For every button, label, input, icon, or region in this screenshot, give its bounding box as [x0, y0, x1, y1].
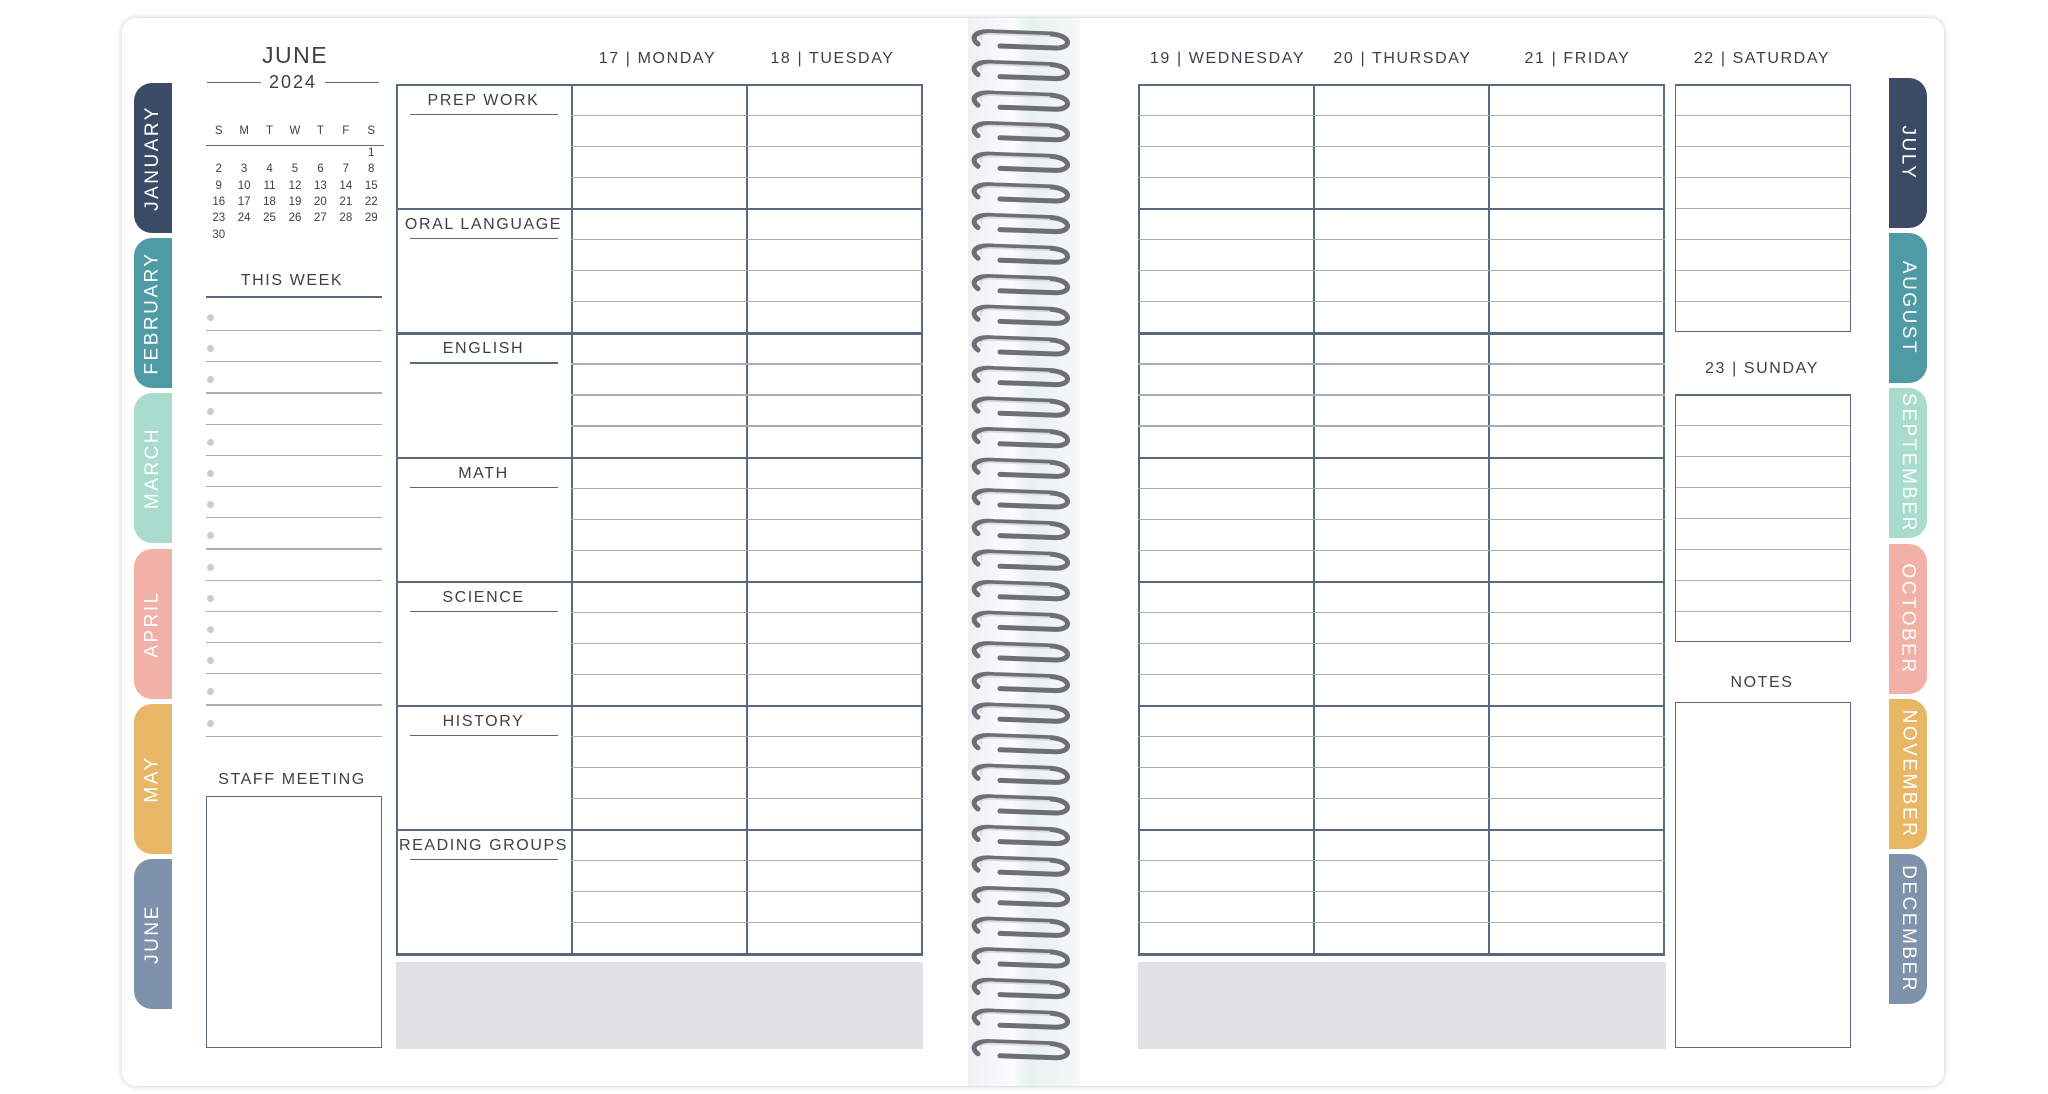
calendar-day	[359, 229, 384, 241]
calendar-day	[257, 147, 282, 159]
calendar-day: 17	[237, 195, 251, 208]
entry-line[interactable]	[571, 519, 923, 520]
weekday: M	[239, 125, 249, 137]
calendar-year: 2024	[268, 72, 318, 92]
spiral-coil-highlight	[981, 340, 1050, 346]
spiral-coil-highlight	[981, 64, 1050, 70]
notes-label: NOTES	[1730, 674, 1794, 691]
month-tab-march[interactable]	[134, 393, 172, 543]
calendar-day: 10	[237, 179, 251, 192]
spiral-coil-highlight	[981, 34, 1050, 40]
block-divider	[1138, 581, 1665, 583]
calendar-week-row	[206, 180, 384, 192]
this-week-line[interactable]	[206, 704, 382, 705]
subject-underline	[410, 362, 558, 363]
calendar-day	[333, 229, 358, 241]
calendar-day: 20	[314, 195, 327, 208]
spiral-coil-highlight	[981, 829, 1050, 835]
month-tab-label: FEBRUARY	[142, 251, 163, 375]
saturday-line[interactable]	[1676, 146, 1850, 147]
block-divider	[396, 953, 923, 955]
spiral-coil-highlight	[981, 615, 1050, 621]
this-week-line[interactable]	[206, 455, 382, 456]
entry-line[interactable]	[571, 736, 923, 737]
month-tab-may[interactable]	[134, 704, 172, 854]
day-header-friday: 21 | FRIDAY	[1524, 50, 1631, 67]
subject-label: ENGLISH	[442, 340, 525, 358]
entry-line[interactable]	[1138, 798, 1665, 799]
calendar-day: 22	[364, 195, 378, 208]
subject-label: MATH	[458, 464, 509, 482]
this-week-line[interactable]	[206, 486, 382, 487]
day-header-tuesday: 18 | TUESDAY	[770, 50, 895, 67]
this-week-line[interactable]	[206, 548, 382, 549]
this-week-line[interactable]	[206, 330, 382, 331]
block-divider	[396, 705, 923, 707]
entry-line[interactable]	[1138, 363, 1665, 364]
entry-line[interactable]	[1138, 674, 1665, 675]
spiral-coil-highlight	[981, 952, 1050, 958]
subject-underline	[410, 859, 558, 860]
this-week-line[interactable]	[206, 580, 382, 581]
spiral-coil-highlight	[981, 585, 1050, 591]
calendar-day	[308, 229, 333, 241]
block-divider	[1138, 208, 1665, 210]
month-tab-label: AUGUST	[1898, 260, 1919, 356]
entry-line[interactable]	[1138, 239, 1665, 240]
calendar-day: 26	[288, 212, 302, 225]
sunday-line[interactable]	[1676, 611, 1850, 612]
entry-line[interactable]	[571, 922, 923, 923]
month-tab-label: DECEMBER	[1898, 865, 1919, 993]
saturday-line[interactable]	[1676, 177, 1850, 178]
calendar-day	[308, 147, 333, 159]
block-divider	[396, 208, 923, 210]
entry-line[interactable]	[1138, 736, 1665, 737]
entry-line[interactable]	[1138, 301, 1665, 302]
grid-border	[396, 84, 398, 953]
calendar-day: 4	[266, 163, 273, 176]
divider	[206, 145, 384, 146]
entry-line[interactable]	[571, 860, 923, 861]
entry-line[interactable]	[571, 177, 923, 178]
entry-line[interactable]	[571, 363, 923, 364]
saturday-line[interactable]	[1676, 301, 1850, 302]
entry-line[interactable]	[1138, 891, 1665, 892]
spiral-coil-highlight	[981, 126, 1050, 132]
calendar-day: 12	[288, 179, 302, 192]
spiral-coil-highlight	[981, 187, 1050, 193]
right-footer-strip	[1138, 962, 1666, 1049]
calendar-day	[282, 229, 307, 241]
bullet-dot	[207, 720, 214, 727]
calendar-week-row	[206, 147, 384, 159]
sunday-line[interactable]	[1676, 580, 1850, 581]
bullet-dot	[207, 626, 214, 633]
subject-label: ORAL LANGUAGE	[404, 216, 563, 234]
spiral-coil-highlight	[981, 95, 1050, 101]
calendar-day: 25	[263, 212, 276, 225]
this-week-line[interactable]	[206, 424, 382, 425]
weekday: W	[289, 125, 301, 137]
saturday-line[interactable]	[1676, 115, 1850, 116]
entry-line[interactable]	[1138, 270, 1665, 271]
sunday-line[interactable]	[1676, 456, 1850, 457]
calendar-day: 15	[364, 179, 378, 192]
calendar-day: 30	[212, 228, 226, 241]
subject-underline	[410, 611, 558, 612]
weekday: S	[367, 125, 376, 137]
spiral-coil-highlight	[981, 248, 1050, 254]
bullet-dot	[207, 595, 214, 602]
day-header-sunday: 23 | SUNDAY	[1705, 360, 1819, 377]
entry-line[interactable]	[571, 394, 923, 395]
calendar-week-row	[206, 163, 384, 175]
spiral-coil-highlight	[981, 493, 1050, 499]
bullet-dot	[207, 470, 214, 477]
divider	[207, 82, 261, 83]
subject-underline	[410, 114, 558, 115]
block-divider	[396, 581, 923, 583]
month-tab-january[interactable]	[134, 83, 172, 233]
entry-line[interactable]	[571, 767, 923, 768]
this-week-line[interactable]	[206, 361, 382, 362]
spiral-coil-highlight	[981, 554, 1050, 560]
entry-line[interactable]	[571, 301, 923, 302]
entry-line[interactable]	[571, 425, 923, 426]
entry-line[interactable]	[1138, 394, 1665, 395]
block-divider	[1138, 705, 1665, 707]
calendar-day: 7	[342, 163, 350, 176]
month-tab-december[interactable]	[1889, 854, 1927, 1004]
subject-underline	[410, 735, 558, 736]
block-divider	[1138, 457, 1665, 459]
spiral-coils	[960, 22, 1090, 1082]
calendar-day: 1	[368, 147, 375, 159]
calendar-day: 23	[212, 212, 226, 225]
weekday: T	[266, 125, 274, 137]
spiral-coil-highlight	[981, 891, 1050, 897]
calendar-day: 19	[288, 195, 302, 208]
block-divider	[396, 84, 923, 86]
entry-line[interactable]	[571, 488, 923, 489]
entry-line[interactable]	[1138, 177, 1665, 178]
spiral-coil-highlight	[981, 707, 1050, 713]
entry-line[interactable]	[1138, 643, 1665, 644]
month-tab-label: APRIL	[142, 590, 164, 658]
weekday: T	[316, 125, 324, 137]
month-tab-label: SEPTEMBER	[1898, 393, 1920, 533]
saturday-line[interactable]	[1676, 270, 1850, 271]
calendar-day: 28	[339, 212, 353, 225]
bullet-dot	[207, 564, 214, 571]
month-tab-label: MARCH	[142, 426, 164, 510]
entry-line[interactable]	[571, 612, 923, 613]
subject-label: READING GROUPS	[398, 837, 569, 855]
calendar-day: 16	[212, 195, 226, 208]
calendar-week-row	[206, 229, 384, 241]
spiral-coil-highlight	[981, 432, 1050, 438]
calendar-week-row	[206, 196, 384, 208]
entry-line[interactable]	[571, 891, 923, 892]
month-tab-september[interactable]	[1889, 388, 1927, 538]
month-tab-label: JANUARY	[142, 105, 163, 211]
calendar-day: 8	[368, 163, 375, 176]
divider	[325, 82, 379, 83]
divider	[206, 296, 382, 298]
entry-line[interactable]	[571, 239, 923, 240]
spiral-coil-highlight	[981, 738, 1050, 744]
spiral-coil-highlight	[981, 279, 1050, 285]
saturday-line[interactable]	[1676, 239, 1850, 240]
sunday-line[interactable]	[1676, 487, 1850, 488]
day-header-monday: 17 | MONDAY	[598, 50, 717, 67]
entry-line[interactable]	[1138, 115, 1665, 116]
subject-label: SCIENCE	[442, 588, 525, 606]
entry-line[interactable]	[571, 146, 923, 147]
calendar-day	[206, 147, 231, 159]
entry-line[interactable]	[571, 115, 923, 116]
calendar-day	[231, 229, 256, 241]
spiral-coil-highlight	[981, 370, 1050, 376]
entry-line[interactable]	[571, 798, 923, 799]
block-divider	[1138, 84, 1665, 86]
spiral-coil-highlight	[981, 982, 1050, 988]
entry-line[interactable]	[1138, 922, 1665, 923]
this-week-line[interactable]	[206, 392, 382, 393]
spiral-coil-highlight	[981, 921, 1050, 927]
entry-line[interactable]	[571, 643, 923, 644]
calendar-day: 27	[314, 212, 327, 225]
spiral-coil-highlight	[981, 799, 1050, 805]
month-tab-label: JULY	[1898, 125, 1919, 181]
left-footer-strip	[396, 962, 923, 1049]
month-tab-november[interactable]	[1889, 699, 1927, 849]
month-tab-october[interactable]	[1889, 544, 1927, 694]
spiral-coil-highlight	[981, 1013, 1050, 1019]
spiral-coil-highlight	[981, 860, 1050, 866]
month-tab-august[interactable]	[1889, 233, 1927, 383]
spiral-coil-highlight	[981, 523, 1050, 529]
entry-line[interactable]	[1138, 488, 1665, 489]
month-tab-april[interactable]	[134, 549, 172, 699]
saturday-line[interactable]	[1676, 208, 1850, 209]
block-divider	[396, 829, 923, 831]
weekday: S	[214, 125, 223, 137]
block-divider	[396, 332, 923, 334]
entry-line[interactable]	[1138, 612, 1665, 613]
calendar-day: 14	[339, 179, 353, 192]
calendar-day	[231, 147, 256, 159]
month-tab-june[interactable]	[134, 859, 172, 1009]
day-header-thursday: 20 | THURSDAY	[1333, 50, 1472, 67]
entry-line[interactable]	[1138, 767, 1665, 768]
this-week-line[interactable]	[206, 736, 382, 737]
staff-meeting-box[interactable]	[206, 796, 382, 1048]
sunday-line[interactable]	[1676, 518, 1850, 519]
spiral-coil-highlight	[981, 309, 1050, 315]
calendar-day: 18	[263, 195, 276, 208]
calendar-day: 6	[317, 163, 324, 176]
sunday-top-rule	[1675, 394, 1851, 396]
entry-line[interactable]	[571, 270, 923, 271]
calendar-week-row	[206, 212, 384, 224]
block-divider	[1138, 829, 1665, 831]
weekday: F	[342, 125, 350, 137]
subject-underline	[410, 487, 558, 488]
entry-line[interactable]	[571, 550, 923, 551]
entry-line[interactable]	[1138, 860, 1665, 861]
entry-line[interactable]	[1138, 146, 1665, 147]
spiral-coil-highlight	[981, 676, 1050, 682]
month-tab-label: NOVEMBER	[1898, 709, 1919, 839]
spiral-coil-highlight	[981, 646, 1050, 652]
calendar-day	[257, 229, 282, 241]
calendar-day	[282, 147, 307, 159]
spiral-coil-highlight	[981, 401, 1050, 407]
calendar-day: 21	[339, 195, 353, 208]
day-header-wednesday: 19 | WEDNESDAY	[1149, 50, 1306, 67]
bullet-dot	[207, 314, 214, 321]
calendar-day: 11	[263, 179, 276, 192]
saturday-top-rule	[1675, 84, 1851, 86]
notes-box[interactable]	[1675, 702, 1851, 1048]
month-tab-february[interactable]	[134, 238, 172, 388]
spiral-coil-highlight	[981, 462, 1050, 468]
block-divider	[1138, 953, 1665, 955]
subject-underline	[410, 238, 558, 239]
calendar-weekday-row	[206, 125, 384, 137]
block-divider	[396, 457, 923, 459]
this-week-line[interactable]	[206, 517, 382, 518]
this-week-line[interactable]	[206, 642, 382, 643]
subject-label: PREP WORK	[427, 92, 540, 109]
calendar-day: 9	[215, 179, 222, 192]
spiral-coil-highlight	[981, 768, 1050, 774]
month-tab-label: OCTOBER	[1898, 563, 1920, 675]
bullet-dot	[207, 408, 214, 415]
calendar-day: 5	[291, 163, 299, 176]
calendar-day: 24	[237, 212, 251, 225]
calendar-day: 29	[364, 212, 378, 225]
calendar-month: JUNE	[262, 42, 329, 68]
staff-meeting-label: STAFF MEETING	[218, 771, 366, 788]
month-tab-label: JUNE	[142, 904, 163, 964]
sunday-line[interactable]	[1676, 425, 1850, 426]
entry-line[interactable]	[1138, 425, 1665, 426]
entry-line[interactable]	[1138, 519, 1665, 520]
bullet-dot	[207, 439, 214, 446]
calendar-day: 3	[240, 163, 248, 176]
this-week-label: THIS WEEK	[240, 272, 344, 289]
this-week-line[interactable]	[206, 611, 382, 612]
sunday-line[interactable]	[1676, 549, 1850, 550]
entry-line[interactable]	[1138, 550, 1665, 551]
spiral-coil-highlight	[981, 1044, 1050, 1050]
calendar-day: 2	[215, 163, 222, 176]
this-week-line[interactable]	[206, 673, 382, 674]
spiral-coil-highlight	[981, 217, 1050, 223]
spiral-coil-highlight	[981, 156, 1050, 162]
calendar-day	[333, 147, 358, 159]
block-divider	[1138, 332, 1665, 334]
entry-line[interactable]	[571, 674, 923, 675]
calendar-day: 13	[314, 179, 327, 192]
month-tab-july[interactable]	[1889, 78, 1927, 228]
day-header-saturday: 22 | SATURDAY	[1693, 50, 1831, 67]
subject-label: HISTORY	[442, 713, 525, 730]
month-tab-label: MAY	[142, 755, 164, 803]
